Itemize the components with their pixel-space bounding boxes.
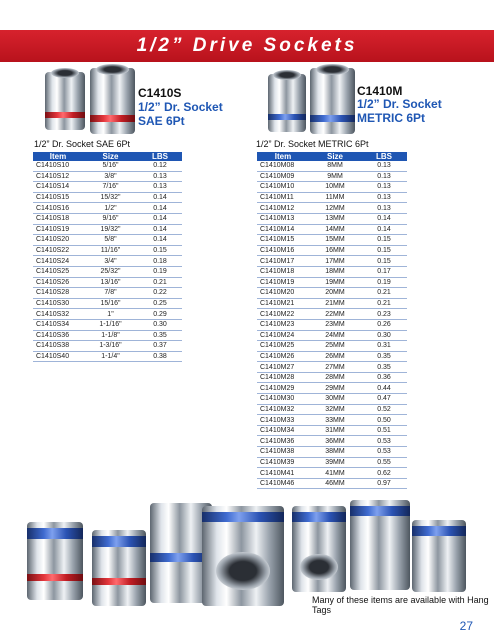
weight-lbs: 0.14 xyxy=(138,213,182,224)
item-code: C1410M19 xyxy=(257,277,309,288)
size: 15MM xyxy=(309,235,361,246)
size: 30MM xyxy=(309,394,361,405)
column-header: Item xyxy=(257,152,309,161)
metric-table-caption: 1/2” Dr. Socket METRIC 6Pt xyxy=(256,139,369,149)
item-code: C1410S36 xyxy=(33,330,83,341)
weight-lbs: 0.15 xyxy=(361,256,407,267)
item-code: C1410S15 xyxy=(33,192,83,203)
table-row xyxy=(33,288,182,299)
size: 29MM xyxy=(309,383,361,394)
item-code: C1410M20 xyxy=(257,288,309,299)
item-code: C1410S20 xyxy=(33,235,83,246)
item-code: C1410S25 xyxy=(33,266,83,277)
table-row xyxy=(257,372,407,383)
size: 1-1/4" xyxy=(83,351,138,362)
item-code: C1410M32 xyxy=(257,404,309,415)
size: 41MM xyxy=(309,468,361,479)
size: 3/4" xyxy=(83,256,138,267)
size: 9MM xyxy=(309,171,361,182)
item-code: C1410M24 xyxy=(257,330,309,341)
item-code: C1410M38 xyxy=(257,447,309,458)
table-row xyxy=(257,266,407,277)
weight-lbs: 0.18 xyxy=(138,256,182,267)
size: 25/32" xyxy=(83,266,138,277)
item-code: C1410M17 xyxy=(257,256,309,267)
weight-lbs: 0.35 xyxy=(138,330,182,341)
size: 5/8" xyxy=(83,235,138,246)
item-code: C1410S40 xyxy=(33,351,83,362)
weight-lbs: 0.21 xyxy=(361,298,407,309)
metric-product-type: METRIC 6Pt xyxy=(357,111,426,125)
weight-lbs: 0.19 xyxy=(361,277,407,288)
metric-socket-table xyxy=(257,152,407,489)
table-row xyxy=(257,161,407,171)
table-row xyxy=(257,351,407,362)
table-row xyxy=(257,192,407,203)
item-code: C1410S28 xyxy=(33,288,83,299)
weight-lbs: 0.15 xyxy=(361,235,407,246)
item-code: C1410M25 xyxy=(257,341,309,352)
size: 12MM xyxy=(309,203,361,214)
weight-lbs: 0.13 xyxy=(361,171,407,182)
table-row xyxy=(33,256,182,267)
weight-lbs: 0.31 xyxy=(361,341,407,352)
item-code: C1410S24 xyxy=(33,256,83,267)
weight-lbs: 0.17 xyxy=(361,266,407,277)
item-code: C1410S16 xyxy=(33,203,83,214)
weight-lbs: 0.13 xyxy=(138,171,182,182)
weight-lbs: 0.14 xyxy=(361,213,407,224)
table-row xyxy=(33,171,182,182)
size: 11/16" xyxy=(83,245,138,256)
item-code: C1410M34 xyxy=(257,425,309,436)
weight-lbs: 0.44 xyxy=(361,383,407,394)
item-code: C1410M26 xyxy=(257,351,309,362)
weight-lbs: 0.14 xyxy=(361,224,407,235)
item-code: C1410M15 xyxy=(257,235,309,246)
table-row xyxy=(257,309,407,320)
size: 1/2" xyxy=(83,203,138,214)
table-row xyxy=(257,468,407,479)
weight-lbs: 0.55 xyxy=(361,457,407,468)
table-row xyxy=(33,309,182,320)
weight-lbs: 0.37 xyxy=(138,341,182,352)
table-row xyxy=(257,245,407,256)
item-code: C1410M18 xyxy=(257,266,309,277)
size: 7/8" xyxy=(83,288,138,299)
size: 19/32" xyxy=(83,224,138,235)
table-row xyxy=(33,161,182,171)
table-row xyxy=(257,288,407,299)
size: 32MM xyxy=(309,404,361,415)
table-row xyxy=(257,425,407,436)
size: 1-1/8" xyxy=(83,330,138,341)
size: 24MM xyxy=(309,330,361,341)
item-code: C1410S19 xyxy=(33,224,83,235)
item-code: C1410M27 xyxy=(257,362,309,373)
size: 38MM xyxy=(309,447,361,458)
table-row xyxy=(257,447,407,458)
size: 18MM xyxy=(309,266,361,277)
table-row xyxy=(33,277,182,288)
size: 36MM xyxy=(309,436,361,447)
item-code: C1410M33 xyxy=(257,415,309,426)
table-row xyxy=(33,235,182,246)
sae-socket-large-image xyxy=(90,68,135,134)
red-socket-image-2 xyxy=(92,530,146,606)
table-row xyxy=(257,415,407,426)
size: 15/32" xyxy=(83,192,138,203)
item-code: C1410M11 xyxy=(257,192,309,203)
item-code: C1410S34 xyxy=(33,319,83,330)
blue-socket-image-2 xyxy=(292,506,346,592)
item-code: C1410M30 xyxy=(257,394,309,405)
table-row xyxy=(33,341,182,352)
column-header: Size xyxy=(83,152,138,161)
size: 13MM xyxy=(309,213,361,224)
table-row xyxy=(257,478,407,489)
item-code: C1410M09 xyxy=(257,171,309,182)
page-title: 1/2” Drive Sockets xyxy=(136,35,358,56)
table-row xyxy=(33,182,182,193)
table-row xyxy=(257,404,407,415)
table-row xyxy=(33,351,182,362)
weight-lbs: 0.14 xyxy=(138,235,182,246)
size: 25MM xyxy=(309,341,361,352)
item-code: C1410M10 xyxy=(257,182,309,193)
item-code: C1410M14 xyxy=(257,224,309,235)
table-row xyxy=(33,192,182,203)
table-row xyxy=(257,277,407,288)
metric-product-name: 1/2” Dr. Socket xyxy=(357,97,442,111)
red-socket-image-1 xyxy=(27,522,83,600)
hang-tag-note: Many of these items are available with Hang Tags xyxy=(312,595,489,615)
size: 15/16" xyxy=(83,298,138,309)
table-row xyxy=(257,256,407,267)
size: 31MM xyxy=(309,425,361,436)
item-code: C1410S14 xyxy=(33,182,83,193)
size: 11MM xyxy=(309,192,361,203)
size: 10MM xyxy=(309,182,361,193)
table-row xyxy=(257,457,407,468)
weight-lbs: 0.15 xyxy=(361,245,407,256)
weight-lbs: 0.38 xyxy=(138,351,182,362)
size: 1-1/16" xyxy=(83,319,138,330)
weight-lbs: 0.14 xyxy=(138,224,182,235)
table-row xyxy=(257,362,407,373)
weight-lbs: 0.13 xyxy=(361,203,407,214)
size: 23MM xyxy=(309,319,361,330)
table-row xyxy=(257,203,407,214)
item-code: C1410S18 xyxy=(33,213,83,224)
item-code: C1410M12 xyxy=(257,203,309,214)
sae-socket-small-image xyxy=(45,72,85,130)
table-row xyxy=(257,224,407,235)
size: 13/16" xyxy=(83,277,138,288)
table-row xyxy=(257,298,407,309)
table-row xyxy=(33,319,182,330)
size: 39MM xyxy=(309,457,361,468)
table-row xyxy=(33,266,182,277)
table-row xyxy=(33,224,182,235)
weight-lbs: 0.13 xyxy=(361,192,407,203)
sae-product-type: SAE 6Pt xyxy=(138,114,185,128)
size: 7/16" xyxy=(83,182,138,193)
weight-lbs: 0.53 xyxy=(361,436,407,447)
weight-lbs: 0.51 xyxy=(361,425,407,436)
sae-socket-table xyxy=(33,152,182,362)
weight-lbs: 0.50 xyxy=(361,415,407,426)
size: 1-3/16" xyxy=(83,341,138,352)
blue-socket-image-4 xyxy=(412,520,466,592)
weight-lbs: 0.21 xyxy=(361,288,407,299)
weight-lbs: 0.13 xyxy=(361,161,407,171)
weight-lbs: 0.13 xyxy=(361,182,407,193)
size: 3/8" xyxy=(83,171,138,182)
weight-lbs: 0.14 xyxy=(138,192,182,203)
table-row xyxy=(33,298,182,309)
weight-lbs: 0.52 xyxy=(361,404,407,415)
size: 26MM xyxy=(309,351,361,362)
item-code: C1410M16 xyxy=(257,245,309,256)
size: 19MM xyxy=(309,277,361,288)
column-header: LBS xyxy=(361,152,407,161)
table-row xyxy=(257,394,407,405)
table-row xyxy=(257,319,407,330)
item-code: C1410S22 xyxy=(33,245,83,256)
page-number: 27 xyxy=(459,619,473,633)
weight-lbs: 0.30 xyxy=(138,319,182,330)
size: 1" xyxy=(83,309,138,320)
weight-lbs: 0.26 xyxy=(361,319,407,330)
item-code: C1410M23 xyxy=(257,319,309,330)
column-header: Size xyxy=(309,152,361,161)
weight-lbs: 0.35 xyxy=(361,351,407,362)
sae-table-caption: 1/2” Dr. Socket SAE 6Pt xyxy=(34,139,131,149)
size: 20MM xyxy=(309,288,361,299)
weight-lbs: 0.23 xyxy=(361,309,407,320)
table-row xyxy=(257,182,407,193)
table-row xyxy=(257,213,407,224)
weight-lbs: 0.62 xyxy=(361,468,407,479)
item-code: C1410M08 xyxy=(257,161,309,171)
table-row xyxy=(33,245,182,256)
weight-lbs: 0.15 xyxy=(138,245,182,256)
table-row xyxy=(257,330,407,341)
item-code: C1410S26 xyxy=(33,277,83,288)
size: 46MM xyxy=(309,478,361,489)
table-row xyxy=(257,383,407,394)
metric-product-code: C1410M xyxy=(357,84,403,98)
item-code: C1410M13 xyxy=(257,213,309,224)
weight-lbs: 0.14 xyxy=(138,203,182,214)
metric-socket-small-image xyxy=(268,74,306,132)
table-row xyxy=(33,203,182,214)
size: 14MM xyxy=(309,224,361,235)
size: 33MM xyxy=(309,415,361,426)
socket-open-end-image xyxy=(202,506,284,606)
item-code: C1410M39 xyxy=(257,457,309,468)
size: 9/16" xyxy=(83,213,138,224)
weight-lbs: 0.47 xyxy=(361,394,407,405)
size: 5/16" xyxy=(83,161,138,171)
table-row xyxy=(33,213,182,224)
sae-product-name: 1/2” Dr. Socket xyxy=(138,100,223,114)
size: 8MM xyxy=(309,161,361,171)
table-row xyxy=(33,330,182,341)
metric-socket-large-image xyxy=(310,68,355,134)
table-row xyxy=(257,341,407,352)
weight-lbs: 0.22 xyxy=(138,288,182,299)
item-code: C1410S12 xyxy=(33,171,83,182)
weight-lbs: 0.21 xyxy=(138,277,182,288)
weight-lbs: 0.36 xyxy=(361,372,407,383)
weight-lbs: 0.13 xyxy=(138,182,182,193)
item-code: C1410S10 xyxy=(33,161,83,171)
column-header: LBS xyxy=(138,152,182,161)
size: 16MM xyxy=(309,245,361,256)
size: 22MM xyxy=(309,309,361,320)
blue-socket-image-3 xyxy=(350,500,410,590)
item-code: C1410M21 xyxy=(257,298,309,309)
item-code: C1410M29 xyxy=(257,383,309,394)
header-banner xyxy=(0,30,494,62)
weight-lbs: 0.97 xyxy=(361,478,407,489)
table-row xyxy=(257,436,407,447)
sae-product-code: C1410S xyxy=(138,86,182,100)
item-code: C1410S30 xyxy=(33,298,83,309)
table-row xyxy=(257,171,407,182)
item-code: C1410M22 xyxy=(257,309,309,320)
item-code: C1410S38 xyxy=(33,341,83,352)
weight-lbs: 0.29 xyxy=(138,309,182,320)
size: 28MM xyxy=(309,372,361,383)
item-code: C1410M36 xyxy=(257,436,309,447)
column-header: Item xyxy=(33,152,83,161)
size: 21MM xyxy=(309,298,361,309)
size: 27MM xyxy=(309,362,361,373)
weight-lbs: 0.12 xyxy=(138,161,182,171)
size: 17MM xyxy=(309,256,361,267)
weight-lbs: 0.25 xyxy=(138,298,182,309)
weight-lbs: 0.19 xyxy=(138,266,182,277)
table-row xyxy=(257,235,407,246)
item-code: C1410M28 xyxy=(257,372,309,383)
item-code: C1410M41 xyxy=(257,468,309,479)
item-code: C1410M46 xyxy=(257,478,309,489)
weight-lbs: 0.30 xyxy=(361,330,407,341)
weight-lbs: 0.53 xyxy=(361,447,407,458)
weight-lbs: 0.35 xyxy=(361,362,407,373)
item-code: C1410S32 xyxy=(33,309,83,320)
